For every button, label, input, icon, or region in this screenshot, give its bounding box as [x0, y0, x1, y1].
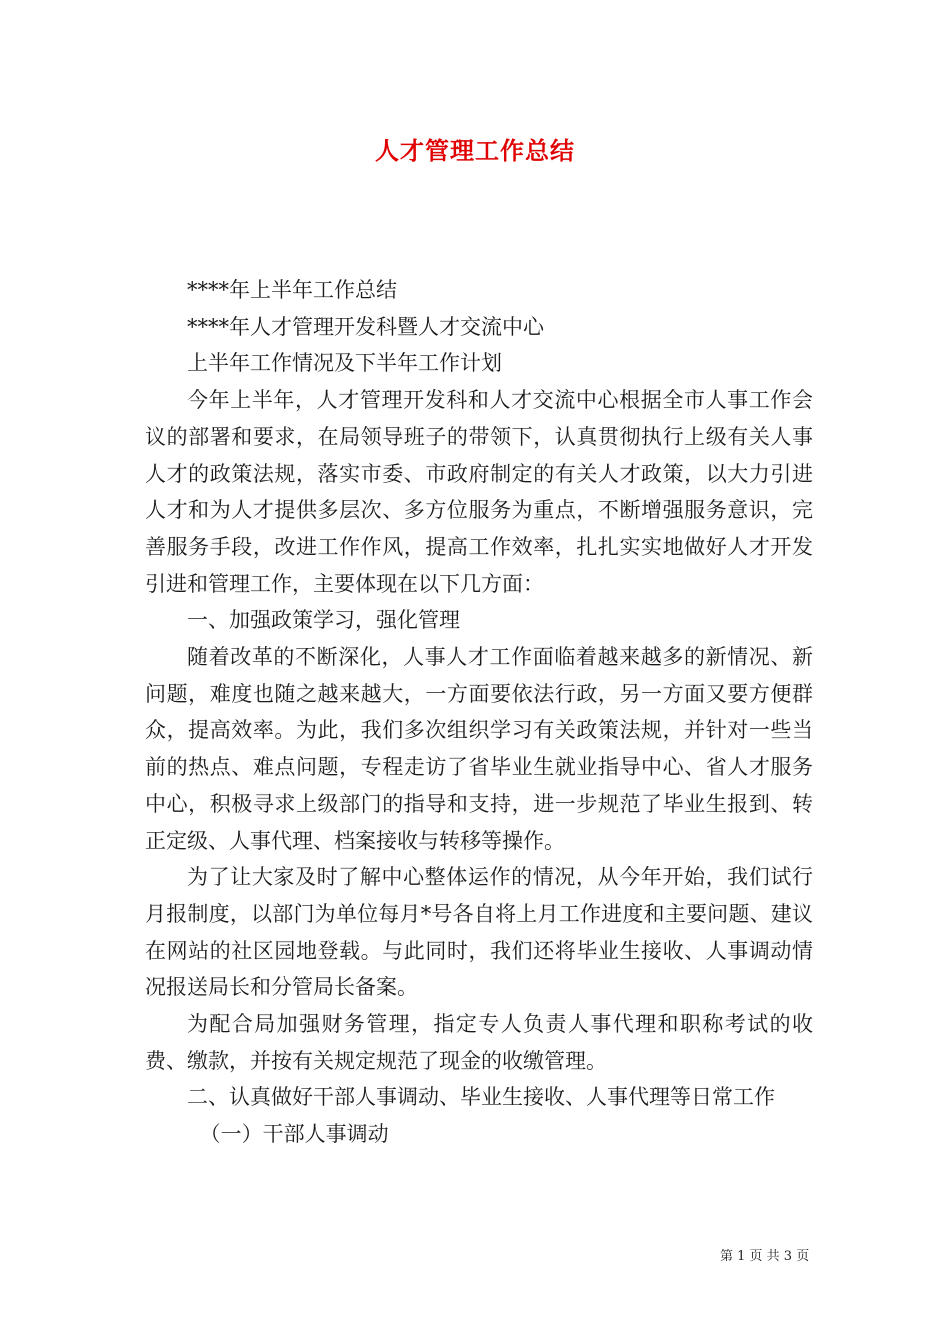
page-number: 第 1 页 共 3 页	[720, 1249, 810, 1264]
subsection-heading: （一）干部人事调动	[199, 1122, 389, 1147]
section-heading: 二、认真做好干部人事调动、毕业生接收、人事代理等日常工作	[187, 1085, 775, 1110]
paragraph: 为了让大家及时了解中心整体运作的情况，从今年开始，我们试行月报制度，以部门为单位每月*号各自将上月工作进度和主要问题、建议在网站的社区园地登载。与此同时，我们还将毕业生接收、人事调动情况报送局长和分管局长备案。	[145, 865, 813, 1000]
document-body	[145, 272, 813, 1153]
paragraph: 上半年工作情况及下半年工作计划	[187, 351, 502, 376]
paragraph: 随着改革的不断深化，人事人才工作面临着越来越多的新情况、新问题，难度也随之越来越大，一方面要依法行政，另一方面又要方便群众，提高效率。为此，我们多次组织学习有关政策法规，并针对一些当前的热点、难点问题，专程走访了省毕业生就业指导中心、省人才服务中心，积极寻求上级部门的指导和支持，进一步规范了毕业生报到、转正定级、人事代理、档案接收与转移等操作。	[145, 645, 813, 853]
document-title: 人才管理工作总结	[375, 136, 575, 165]
paragraph: 今年上半年，人才管理开发科和人才交流中心根据全市人事工作会议的部署和要求，在局领导班子的带领下，认真贯彻执行上级有关人事人才的政策法规，落实市委、市政府制定的有关人才政策，以大力引进人才和为人才提供多层次、多方位服务为重点，不断增强服务意识，完善服务手段，改进工作作风，提高工作效率，扎扎实实地做好人才开发引进和管理工作，主要体现在以下几方面：	[145, 388, 813, 596]
section-heading: 一、加强政策学习，强化管理	[187, 608, 460, 633]
paragraph: ****年人才管理开发科暨人才交流中心	[187, 314, 544, 339]
paragraph: 为配合局加强财务管理，指定专人负责人事代理和职称考试的收费、缴款，并按有关规定规范了现金的收缴管理。	[145, 1012, 813, 1073]
paragraph: ****年上半年工作总结	[187, 278, 397, 302]
